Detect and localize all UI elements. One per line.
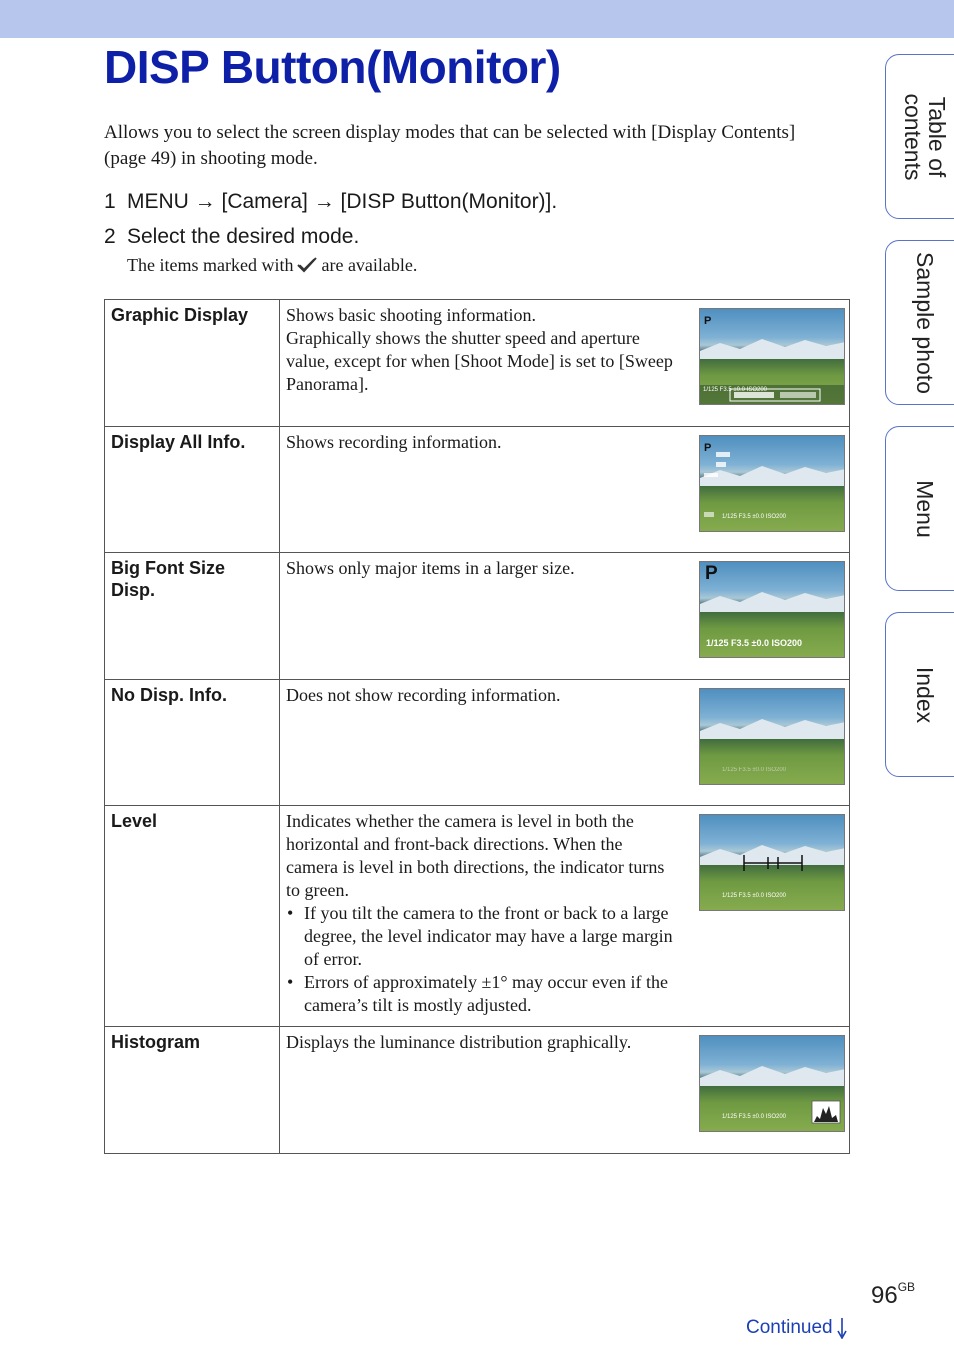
exposure-overlay: 1/125 F3.5 ±0.0 ISO200 [722, 1114, 787, 1120]
continued-link[interactable]: Continued [746, 1317, 847, 1345]
table-row [105, 806, 850, 1027]
tab-index[interactable]: Index [885, 612, 954, 777]
tab-table-of-contents[interactable]: Table of contents [885, 54, 954, 219]
exposure-overlay: 1/125 F3.5 ±0.0 ISO200 [703, 387, 768, 393]
step-number: 1 [104, 190, 116, 213]
page-title: DISP Button(Monitor) [104, 41, 561, 93]
bullet-list [286, 902, 673, 1017]
screen-preview-image [699, 814, 845, 911]
screen-preview-image [699, 561, 845, 658]
table-row [105, 680, 850, 806]
step-1 [104, 190, 557, 214]
mode-letter: P [705, 563, 718, 584]
exposure-overlay: 1/125 F3.5 ±0.0 ISO200 [722, 767, 787, 773]
header-band [0, 0, 954, 38]
page-number: $96^{GB}$ [871, 1280, 916, 1309]
tab-menu[interactable]: Menu [885, 426, 954, 591]
intro-text: Allows you to select the screen display modes that can be selected with [Display Contents] (page 49) in shooting mode. [104, 122, 796, 169]
screen-preview-image [699, 688, 845, 785]
mode-letter: P [704, 315, 712, 327]
step-number: 2 [104, 225, 116, 248]
mode-name: Histogram [105, 1027, 280, 1154]
table-row [105, 1027, 850, 1154]
screen-preview-image [699, 1035, 845, 1132]
mode-description: Shows basic shooting information. Graphically shows the shutter speed and aperture value, except for when [Shoot Mode] is set to [Sweep Panorama]. P 1/125 F3.5 ±0.0 ISO200 [280, 300, 850, 427]
mode-description: Indicates whether the camera is level in both the horizontal and front-back directions. When the camera is level in both directions, the indicator turns to green. • If you tilt the camera to the front or back to a large degree, the level indicator may have a large margin of error. • Errors of approximately ±1° may occur even if the camera’s tilt is mostly adjusted. 1/125 F3.5 ±0.0 ISO200 [280, 806, 850, 1027]
availability-note: The items marked with are available. [127, 255, 417, 279]
exposure-overlay: 1/125 F3.5 ±0.0 ISO200 [722, 893, 787, 899]
mode-name: No Disp. Info. [105, 680, 280, 806]
mode-letter: P [704, 442, 712, 454]
step-text: Select the desired mode. [127, 225, 360, 248]
display-modes-table [104, 299, 850, 1154]
mode-name: Level [105, 806, 280, 1027]
arrow-down-icon [837, 1317, 847, 1345]
mode-description: Displays the luminance distribution graphically. 1/125 F3.5 ±0.0 ISO200 [280, 1027, 850, 1154]
exposure-overlay: 1/125 F3.5 ±0.0 ISO200 [706, 638, 803, 648]
exposure-overlay: 1/125 F3.5 ±0.0 ISO200 [722, 514, 787, 520]
mode-name: Big Font Size Disp. [105, 553, 280, 680]
mode-description: Does not show recording information. 1/125 F3.5 ±0.0 ISO200 [280, 680, 850, 806]
step-2 [104, 225, 359, 249]
mode-description: Shows only major items in a larger size. P 1/125 F3.5 ±0.0 ISO200 [280, 553, 850, 680]
screen-preview-image [699, 308, 845, 405]
table-row [105, 427, 850, 553]
table-row [105, 553, 850, 680]
step-text: MENU → [Camera] → [DISP Button(Monitor)]. [127, 190, 558, 213]
bullet-item: • Errors of approximately ±1° may occur even if the camera’s tilt is mostly adjusted. [286, 971, 673, 1017]
mode-description: Shows recording information. P 1/125 F3.5 ±0.0 ISO200 [280, 427, 850, 553]
tab-sample-photo[interactable]: Sample photo [885, 240, 954, 405]
table-row [105, 300, 850, 427]
checkmark-icon [296, 256, 318, 279]
screen-preview-image [699, 435, 845, 532]
mode-name: Display All Info. [105, 427, 280, 553]
bullet-item: • If you tilt the camera to the front or back to a large degree, the level indicator may have a large margin of error. [286, 902, 673, 971]
mode-name: Graphic Display [105, 300, 280, 427]
